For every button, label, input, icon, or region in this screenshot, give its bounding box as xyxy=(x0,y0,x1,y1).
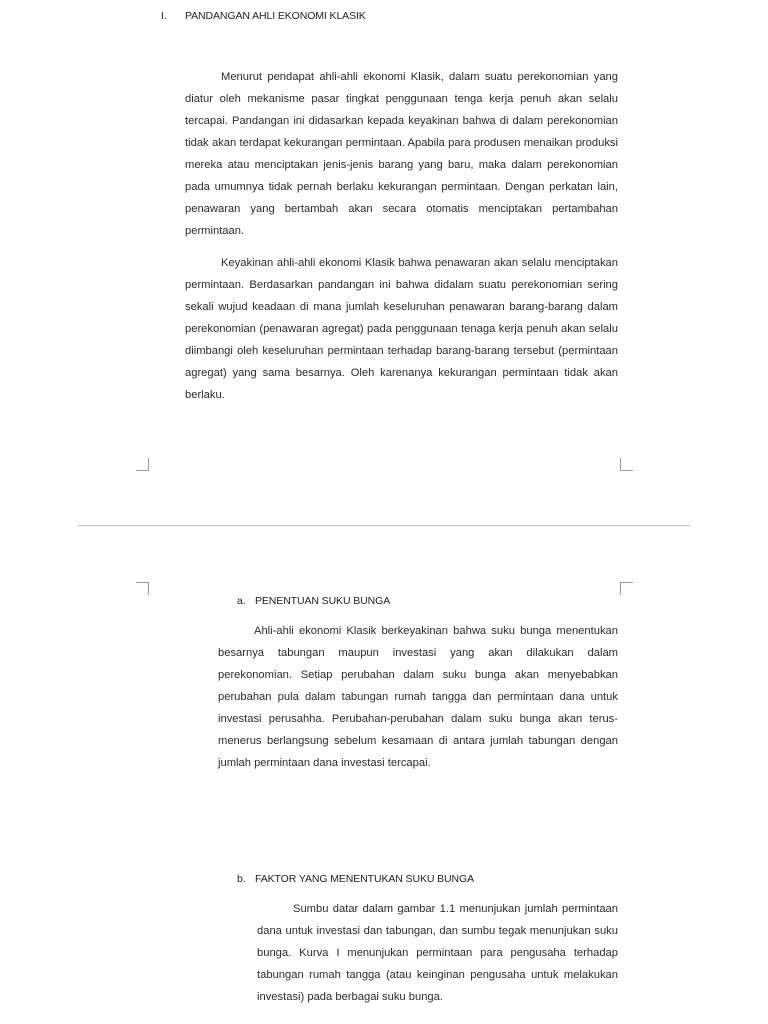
heading-title: FAKTOR YANG MENENTUKAN SUKU BUNGA xyxy=(255,873,474,885)
heading-label: b. xyxy=(237,873,246,885)
section-heading-i xyxy=(161,10,366,22)
page-corner-marker xyxy=(136,582,149,595)
section-heading-a xyxy=(237,595,390,607)
paragraph-interest-rate-factors: Sumbu datar dalam gambar 1.1 menunjukan jumlah permintaan dana untuk investasi dan tabungan, dan sumbu tegak menunjukan suku bunga. Kurva I menunjukan permintaan para pengusaha terhadap tabungan rumah tangga (atau keinginan pengusaha untuk melakukan investasi) pada berbagai suku bunga. xyxy=(257,903,618,1003)
heading-label: a. xyxy=(237,595,246,607)
paragraph-classical-view-2: Keyakinan ahli-ahli ekonomi Klasik bahwa penawaran akan selalu menciptakan permintaan. Berdasarkan pandangan ini bahwa didalam suatu perekonomian sering sekali wujud keadaan di mana jumlah keseluruhan penawaran barang-barang dalam perekonomian (penawaran agregat) pada penggunaan tenaga kerja penuh akan selalu diimbangi oleh keseluruhan permintaan terhadap barang-barang tersebut (permintaan agregat) yang sama besarnya. Oleh karenanya kekurangan permintaan tidak akan berlaku. xyxy=(185,257,618,401)
paragraph-interest-rate-determination: Ahli-ahli ekonomi Klasik berkeyakinan bahwa suku bunga menentukan besarnya tabungan maupun investasi yang akan dilakukan dalam perekonomian. Setiap perubahan dalam suku bunga akan menyebabkan perubahan pula dalam tabungan rumah tangga dan permintaan dana untuk investasi perusahha. Perubahan-perubahan dalam suku bunga akan terus- menerus berlangsung sebelum kesamaan di antara jumlah tabungan dengan jumlah permintaan dana investasi tercapai. xyxy=(218,625,618,769)
paragraph-classical-view-1: Menurut pendapat ahli-ahli ekonomi Klasik, dalam suatu perekonomian yang diatur oleh mekanisme pasar tingkat penggunaan tenga kerja penuh akan selalu tercapai. Pandangan ini didasarkan kepada keyakinan bahwa di dalam perekonomian tidak akan terdapat kekurangan permintaan. Apabila para produsen menaikan produksi mereka atau menciptakan jenis-jenis barang yang baru, maka dalam perekonomian pada umumnya tidak pernah berlaku kekurangan permintaan. Dengan perkatan lain, penawaran yang bertambah akan secara otomatis menciptakan pertambahan permintaan. xyxy=(185,71,618,237)
heading-number: I. xyxy=(161,10,167,22)
page-corner-marker xyxy=(136,458,149,471)
section-heading-b xyxy=(237,873,474,885)
page-corner-marker xyxy=(620,458,633,471)
heading-title: PANDANGAN AHLI EKONOMI KLASIK xyxy=(185,10,366,22)
page-corner-marker xyxy=(620,582,633,595)
heading-title: PENENTUAN SUKU BUNGA xyxy=(255,595,391,607)
page-divider xyxy=(78,525,690,526)
